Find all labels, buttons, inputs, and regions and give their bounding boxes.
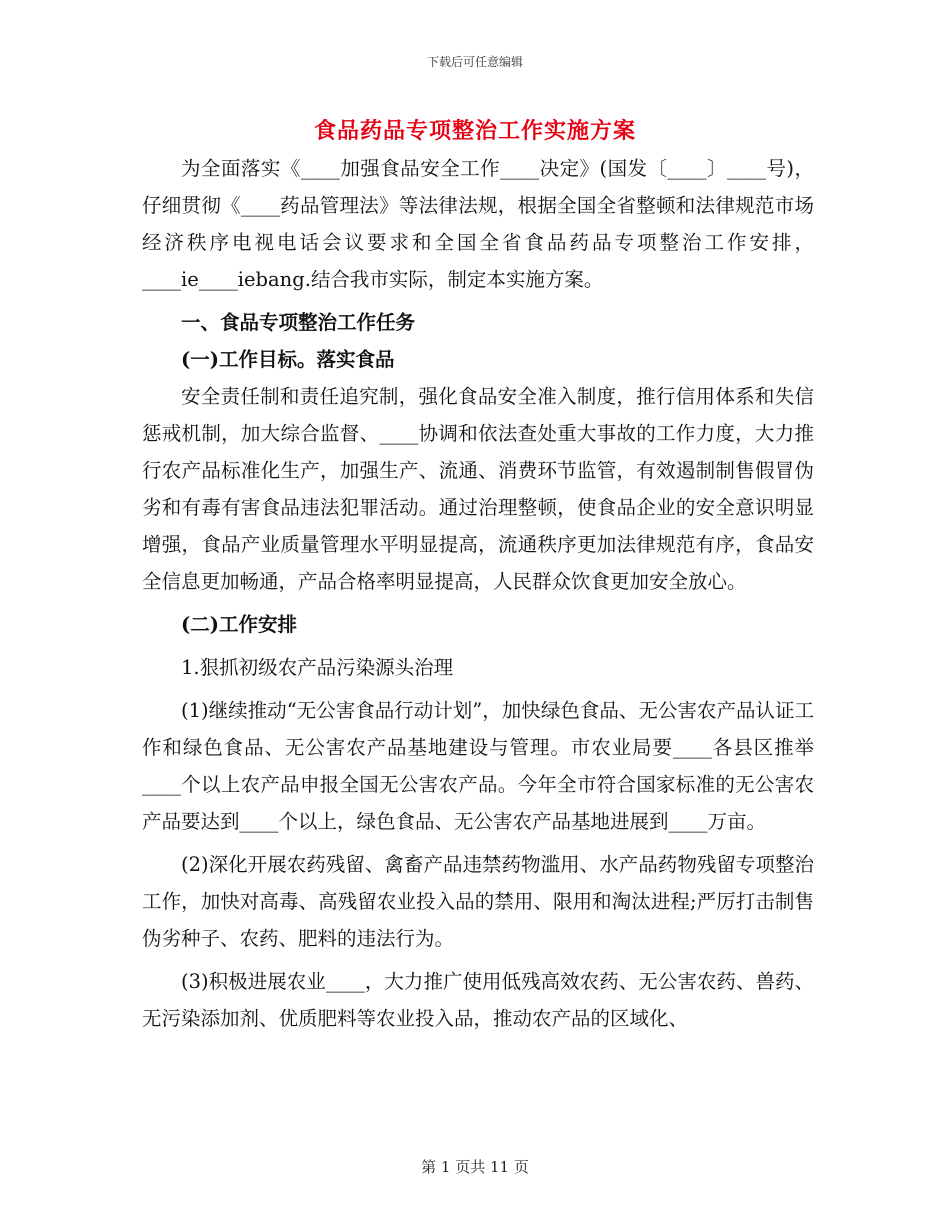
section-heading-food-tasks: 一、食品专项整治工作任务 [181, 311, 416, 334]
document-body [142, 150, 814, 1037]
intro-paragraph: 为全面落实《____加强食品安全工作____决定》(国发〔____〕____号)，仔细贯彻《____药品管理法》等法律法规，根据全国全省整顿和法律规范市场经济秩序电视电话会议要求和全国全省食品药品专项整治工作安排，____ie____iebang.结合我市实际，制定本实施方案。 [142, 157, 814, 291]
subsection-heading-arrangement: (二)工作安排 [181, 613, 297, 636]
page-footer: 第 1 页共 11 页 [421, 1158, 529, 1176]
goals-paragraph: 安全责任制和责任追究制，强化食品安全准入制度，推行信用体系和失信惩戒机制，加大综合监督、____协调和依法查处重大事故的工作力度，大力推行农产品标准化生产，加强生产、流通、消费环节监管，有效遏制制售假冒伪劣和有毒有害食品违法犯罪活动。通过治理整顿，使食品企业的安全意识明显增强，食品产业质量管理水平明显提高，流通秩序更加法律规范有序，食品安全信息更加畅通，产品合格率明显提高，人民群众饮食更加安全放心。 [142, 385, 814, 593]
item-paragraph-2: (2)深化开展农药残留、禽畜产品违禁药物滥用、水产品药物残留专项整治工作，加快对高毒、高残留农业投入品的禁用、限用和淘汰进程;严厉打击制售伪劣种子、农药、肥料的违法行为。 [142, 853, 814, 950]
item-paragraph-1: (1)继续推动“无公害食品行动计划”，加快绿色食品、无公害农产品认证工作和绿色食品、无公害农产品基地建设与管理。市农业局要____各县区推举____个以上农产品申报全国无公害农产品。今年全市符合国家标准的无公害农产品要达到____个以上，绿色食品、无公害农产品基地进展到____万亩。 [142, 699, 814, 833]
item-paragraph-3: (3)积极进展农业____，大力推广使用低残高效农药、无公害农药、兽药、无污染添加剂、优质肥料等农业投入品，推动农产品的区域化、 [142, 970, 814, 1030]
header-note: 下载后可任意编辑 [426, 55, 523, 69]
subsection-heading-goals: (一)工作目标。落实食品 [181, 348, 395, 371]
page-title: 食品药品专项整治工作实施方案 [313, 118, 636, 144]
item-heading-source-control: 1.狠抓初级农产品污染源头治理 [181, 656, 454, 679]
